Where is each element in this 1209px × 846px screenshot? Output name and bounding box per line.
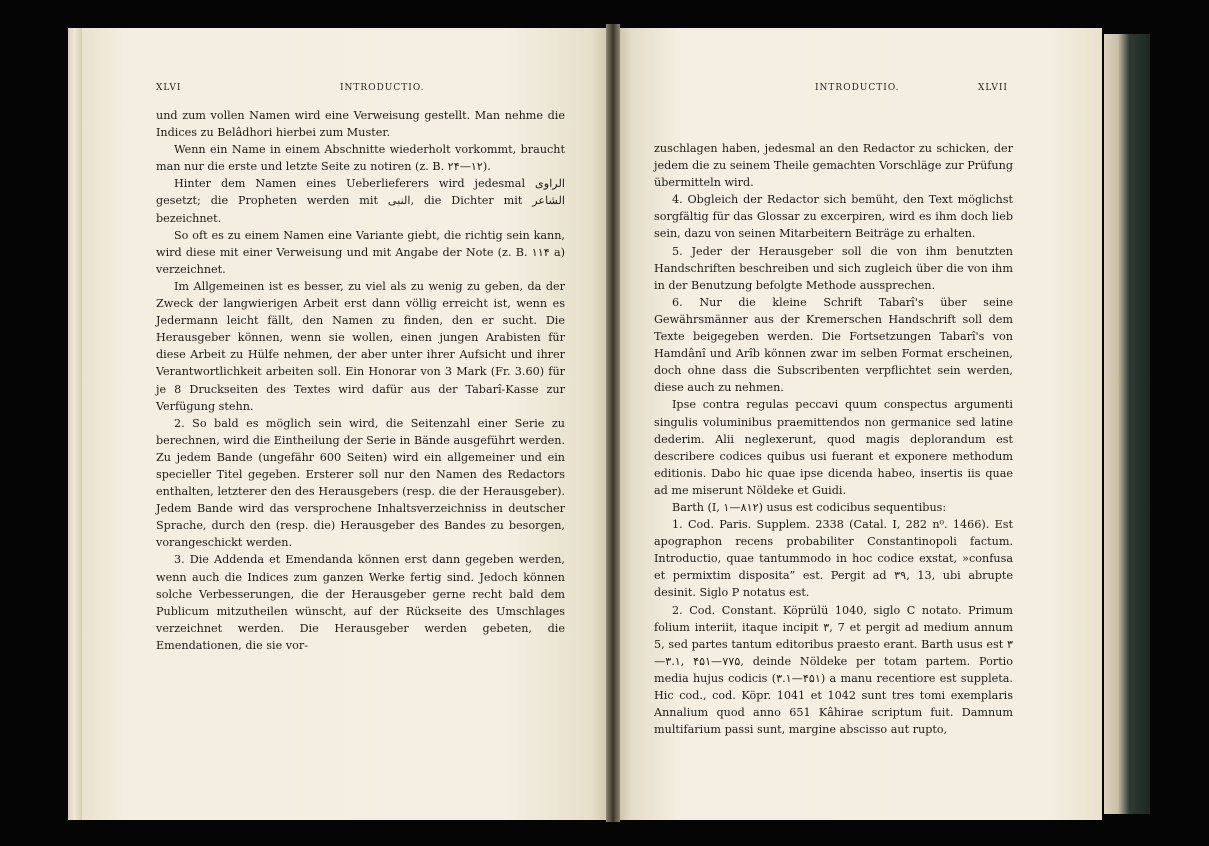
- left-paragraph-1: und zum vollen Namen wird eine Verweisung gestellt. Man nehme die Indices zu Belâdhori hierbei zum Muster.: [156, 109, 565, 140]
- book-gutter: [606, 24, 620, 822]
- right-paragraph-5: Ipse contra regulas peccavi quum conspectus argumenti singulis voluminibus praemittendos non germanice sed latine dederim. Alii neglexerunt, quod magis deplorandum est describere codices quibus usi fuerant et exponere methodum editionis. Dabo hic quae ipse dicenda habeo, insertis iis quae ad me miserunt Nöldeke et Guidi.: [654, 398, 1013, 497]
- right-paragraph-6: Barth (I, ۱—۸۱۲) usus est codicibus sequentibus:: [672, 500, 947, 514]
- right-paragraph-4: 6. Nur die kleine Schrift Tabarî's über seine Gewährsmänner aus der Kremerschen Handschrift soll dem Texte beigegeben werden. Die Fortsetzungen Tabarî's von Hamdânî und Arîb können zwar im selben Format erscheinen, doch ohne dass die Subscribenten verpflichtet sein werden, diese auch zu nehmen.: [654, 295, 1013, 395]
- right-paragraph-8: 2. Cod. Constant. Köprülü 1040, siglo C notato. Primum folium interiit, itaque incipit ۳, 7 et pergit ad medium annum 5, sed partes tantum editoribus praesto erant. Barth usus est ۳—۳.۱, ۴۵۱—۷۷۵, deinde Nöldeke per totam partem. Portio media hujus codicis (۳.۱—۴۵۱) a manu recentiore est suppleta. Hic cod., cod. Köpr. 1041 et 1042 sunt tres tomi exemplaris Annalium quod anno 651 Kâhirae scriptum fuit. Damnum multifarium passi sunt, margine abscisso aut rupto,: [654, 603, 1013, 737]
- right-page-number: XLVII: [978, 83, 1008, 93]
- left-paragraph-5: Im Allgemeinen ist es besser, zu viel als zu wenig zu geben, da der Zweck der langwierigen Arbeit erst dann völlig erreicht ist, wenn es Jedermann leicht fällt, den Namen zu finden, den er sucht. Die Herausgeber können, wenn sie wollen, einen jungen Arabisten für diese Arbeit zu Hülfe nehmen, der aber unter ihrer Aufsicht und ihrer Verantwortlichkeit arbeiten soll. Ein Honorar von 3 Mark (Fr. 3.60) für je 8 Druckseiten des Textes wird dafür aus der Tabarî-Kasse zur Verfügung stehn.: [156, 279, 565, 413]
- right-page-text: [654, 140, 1013, 738]
- left-paragraph-7: 3. Die Addenda et Emendanda können erst dann gegeben werden, wenn auch die Indices zum ganzen Werke fertig sind. Jedoch können solche Verbesserungen, die der Herausgeber gerne recht bald dem Publicum mitzutheilen wünscht, auf der Rückseite des Umschlages verzeichnet werden. Die Herausgeber werden gebeten, die Emendationen, die sie vor-: [156, 553, 565, 652]
- left-page-text: [156, 107, 565, 654]
- right-paragraph-7: 1. Cod. Paris. Supplem. 2338 (Catal. I, 282 n⁰. 1466). Est apographon recens probabiliter Constantinopoli factum. Introductio, quae tantummodo in hoc codice exstat, »confusa et permixtim disposita” est. Pergit ad ۳۹, 13, ubi abrupte desinit. Siglo P notatus est.: [654, 518, 1013, 600]
- left-paragraph-6: 2. So bald es möglich sein wird, die Seitenzahl einer Serie zu berechnen, wird die Eintheilung der Serie in Bände ausgeführt werden. Zu jedem Bande (ungefähr 600 Seiten) wird ein allgemeiner und ein specieller Titel gegeben. Ersterer soll nur den Namen des Redactors enthalten, letzterer den des Herausgebers (resp. die der Herausgeber). Jedem Bande wird das versprochene Inhaltsverzeichniss in deutscher Sprache, durch den (resp. die) Herausgeber des Bandes zu besorgen, vorangeschickt werden.: [156, 416, 565, 550]
- right-paragraph-3: 5. Jeder der Herausgeber soll die von ihm benutzten Handschriften beschreiben und sich zugleich über die von ihm in der Benutzung befolgte Methode aussprechen.: [654, 244, 1013, 292]
- left-page-number: XLVI: [156, 83, 182, 93]
- book-edge-right: [1104, 34, 1150, 814]
- right-paragraph-2: 4. Obgleich der Redactor sich bemüht, den Text möglichst sorgfältig für das Glossar zu excerpiren, wird es ihm doch lieb sein, dazu von seinen Mitarbeitern Beiträge zu erhalten.: [654, 193, 1013, 241]
- left-paragraph-2: Wenn ein Name in einem Abschnitte wiederholt vorkommt, braucht man nur die erste und letzte Seite zu notiren (z. B. ۲۴—۱۲).: [156, 143, 565, 174]
- right-paragraph-1: zuschlagen haben, jedesmal an den Redactor zu schicken, der jedem die zu seinem Theile gemachten Vorschläge zur Prüfung übermitteln wird.: [654, 142, 1013, 190]
- right-running-head: INTRODUCTIO.: [815, 83, 900, 93]
- left-running-head: INTRODUCTIO.: [340, 83, 425, 93]
- left-paragraph-4: So oft es zu einem Namen eine Variante giebt, die richtig sein kann, wird diese mit einer Verweisung und mit Angabe der Note (z. B. ۱۱۴ a) verzeichnet.: [156, 228, 565, 276]
- left-paragraph-3: Hinter dem Namen eines Ueberlieferers wird jedesmal الراوى gesetzt; die Propheten werden mit النبى, die Dichter mit الشاعر bezeichnet.: [156, 177, 566, 225]
